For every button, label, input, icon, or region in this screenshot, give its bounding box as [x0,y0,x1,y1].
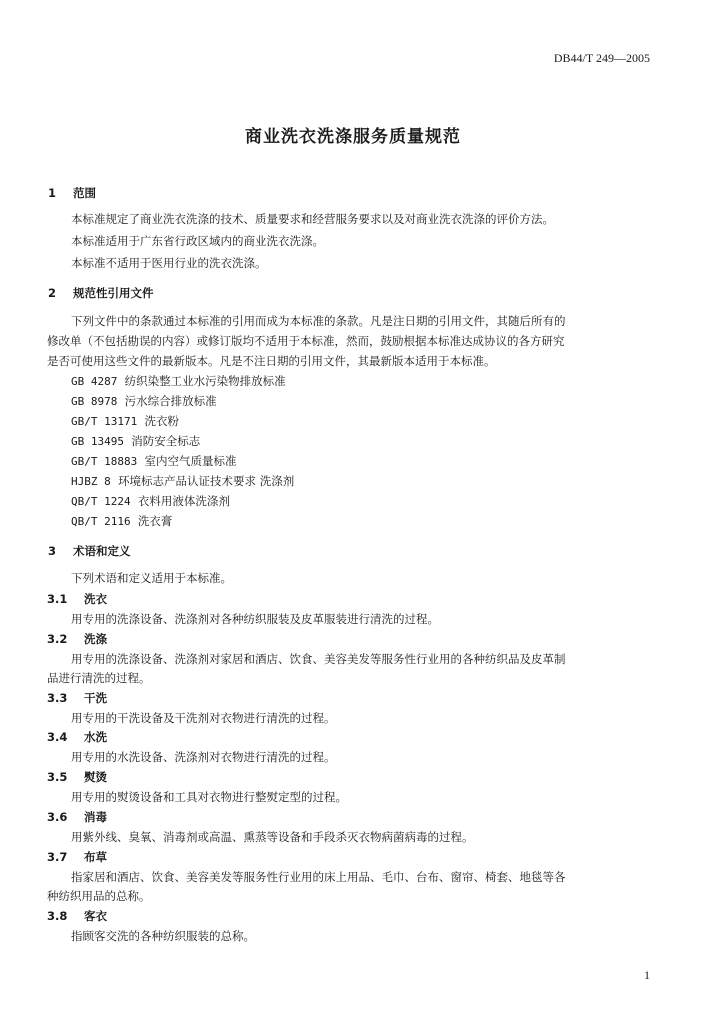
term-name: 洗衣 [84,592,107,606]
term-number: 3.6 [47,810,68,824]
reference-item [71,373,286,389]
term-number: 3.5 [47,770,68,784]
reference-title: 环境标志产品认证技术要求 洗涤剂 [118,474,295,488]
paragraph-line: 是否可使用这些文件的最新版本。凡是不注日期的引用文件，其最新版本适用于本标准。 [47,354,496,368]
reference-title: 纺织染整工业水污染物排放标准 [124,374,286,388]
term-heading [47,591,107,607]
term-heading [47,729,107,745]
term-number: 3.1 [47,592,68,606]
section-heading-scope [48,185,96,201]
reference-item [71,433,200,449]
reference-title: 污水综合排放标准 [124,394,217,408]
section-title: 规范性引用文件 [73,286,154,300]
reference-item [71,493,230,509]
term-number: 3.3 [47,691,68,705]
term-definition: 品进行清洗的过程。 [47,671,151,685]
term-number: 3.4 [47,730,68,744]
reference-title: 洗衣膏 [137,514,173,528]
section-number: 3 [48,544,57,558]
term-heading [47,690,107,706]
term-name: 熨烫 [84,770,107,784]
paragraph: 本标准适用于广东省行政区域内的商业洗衣洗涤。 [71,234,324,248]
section-heading-terms-and-definitions [48,543,131,559]
term-heading [47,908,107,924]
term-name: 客衣 [84,909,107,923]
reference-title: 消防安全标志 [131,434,201,448]
paragraph: 本标准不适用于医用行业的洗衣洗涤。 [71,256,267,270]
section-heading-normative-references [48,285,154,301]
reference-code: GB/T 18883 [71,455,138,468]
paragraph: 本标准规定了商业洗衣洗涤的技术、质量要求和经营服务要求以及对商业洗衣洗涤的评价方法。 [71,212,554,226]
reference-code: GB/T 13171 [71,415,138,428]
reference-item [71,413,179,429]
document-code: DB44/T 249—2005 [553,51,650,65]
term-definition: 用专用的熨烫设备和工具对衣物进行整熨定型的过程。 [71,790,347,804]
term-name: 洗涤 [84,632,107,646]
term-heading [47,631,107,647]
term-name: 干洗 [84,691,107,705]
reference-code: QB/T 2116 [71,515,131,528]
reference-item [71,453,237,469]
reference-code: GB 4287 [71,375,118,388]
term-number: 3.8 [47,909,68,923]
reference-code: HJBZ 8 [71,475,111,488]
reference-code: GB 13495 [71,435,124,448]
term-heading [47,849,107,865]
section-number: 1 [48,186,57,200]
term-number: 3.7 [47,850,68,864]
term-definition: 用专用的洗涤设备、洗涤剂对各种纺织服装及皮革服装进行清洗的过程。 [71,612,439,626]
term-name: 水洗 [84,730,107,744]
term-definition: 指家居和酒店、饮食、美容美发等服务性行业用的床上用品、毛巾、台布、窗帘、椅套、地毯等各 [71,870,566,884]
paragraph-line: 下列文件中的条款通过本标准的引用而成为本标准的条款。凡是注日期的引用文件，其随后所有的 [71,314,566,328]
section-title: 范围 [73,186,96,200]
term-name: 消毒 [84,810,107,824]
term-definition: 用专用的水洗设备、洗涤剂对衣物进行清洗的过程。 [71,750,336,764]
term-definition: 用专用的干洗设备及干洗剂对衣物进行清洗的过程。 [71,711,336,725]
section-number: 2 [48,286,57,300]
term-definition: 指顾客交洗的各种纺织服装的总称。 [71,929,255,943]
paragraph: 下列术语和定义适用于本标准。 [71,571,232,585]
term-definition: 用紫外线、臭氧、消毒剂或高温、熏蒸等设备和手段杀灭衣物病菌病毒的过程。 [71,830,474,844]
reference-code: GB 8978 [71,395,118,408]
term-definition: 种纺织用品的总称。 [47,889,151,903]
term-heading [47,809,107,825]
term-number: 3.2 [47,632,68,646]
reference-item [71,473,294,489]
term-definition: 用专用的洗涤设备、洗涤剂对家居和酒店、饮食、美容美发等服务性行业用的各种纺织品及皮革制 [71,652,566,666]
reference-code: QB/T 1224 [71,495,131,508]
reference-title: 洗衣粉 [144,414,180,428]
term-name: 布草 [84,850,107,864]
section-title: 术语和定义 [73,544,131,558]
paragraph-line: 修改单（不包括勘误的内容）或修订版均不适用于本标准，然而，鼓励根据本标准达成协议的各方研究 [47,334,565,348]
reference-title: 室内空气质量标准 [144,454,237,468]
term-heading [47,769,107,785]
reference-item [71,513,172,529]
page-title: 商业洗衣洗涤服务质量规范 [245,127,461,147]
reference-item [71,393,217,409]
page-number: 1 [644,968,650,982]
reference-title: 衣料用液体洗涤剂 [137,494,230,508]
